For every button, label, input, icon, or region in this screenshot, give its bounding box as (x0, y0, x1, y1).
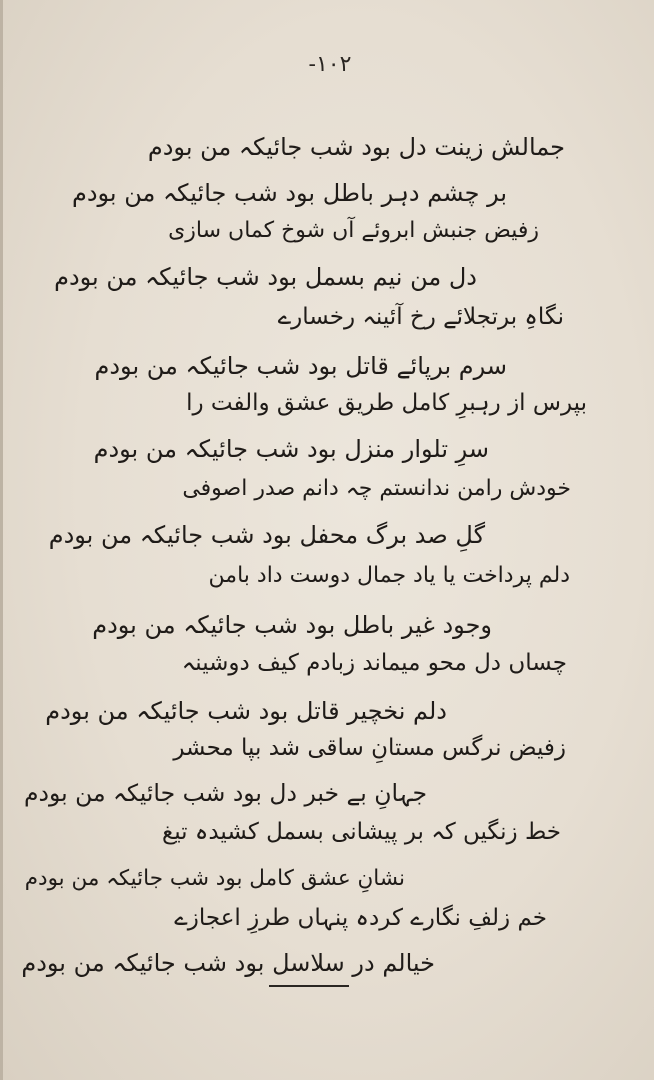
verse-line: جمالش زینت دل بود شب جائیکہ من بودم (147, 133, 565, 161)
verse-line: بر چشم دہر باطل بود شب جائیکہ من بودم (71, 179, 507, 207)
verse-line: سرم برپائے قاتل بود شب جائیکہ من بودم (94, 352, 507, 380)
poem-verses (3, 0, 654, 1080)
verse-line: خودش رامن ندانستم چہ دانم صدر اصوفی (182, 476, 571, 501)
verse-line: نگاہِ برتجلائے رخ آئینہ رخسارے (277, 304, 564, 330)
verse-line: دلم پرداخت یا یاد جمال دوست داد بامن (208, 563, 570, 588)
verse-line: زفیض نرگس مستانِ ساقی شد بپا محشر (173, 735, 566, 761)
verse-line: بپرس از رہبرِ کامل طریق عشق والفت را (186, 390, 587, 416)
verse-line: وجود غیر باطل بود شب جائیکہ من بودم (92, 611, 492, 639)
end-divider (269, 985, 349, 987)
verse-line: خیالم در سلاسل بود شب جائیکہ من بودم (21, 949, 435, 977)
verse-line: دلم نخچیر قاتل بود شب جائیکہ من بودم (45, 697, 447, 725)
verse-line: زفیض جنبش ابروئے آں شوخ کماں سازی (168, 218, 539, 243)
verse-line: چساں دل محو میماند زبادم کیف دوشینہ (181, 650, 567, 676)
verse-line: دل من نیم بسمل بود شب جائیکہ من بودم (54, 263, 477, 291)
verse-line: خم زلفِ نگارے کردہ پنہاں طرزِ اعجازے (174, 905, 547, 931)
page-number: -۱۰۲ (308, 52, 352, 77)
verse-line: خط زنگیں کہ بر پیشانی بسمل کشیدہ تیغ (161, 819, 561, 845)
verse-line: گلِ صد برگ محفل بود شب جائیکہ من بودم (48, 521, 485, 549)
verse-line: جہانِ بے خبر دل بود شب جائیکہ من بودم (23, 779, 427, 807)
verse-line: سرِ تلوار منزل بود شب جائیکہ من بودم (93, 435, 489, 463)
verse-line: نشانِ عشق کامل بود شب جائیکہ من بودم (24, 866, 405, 891)
